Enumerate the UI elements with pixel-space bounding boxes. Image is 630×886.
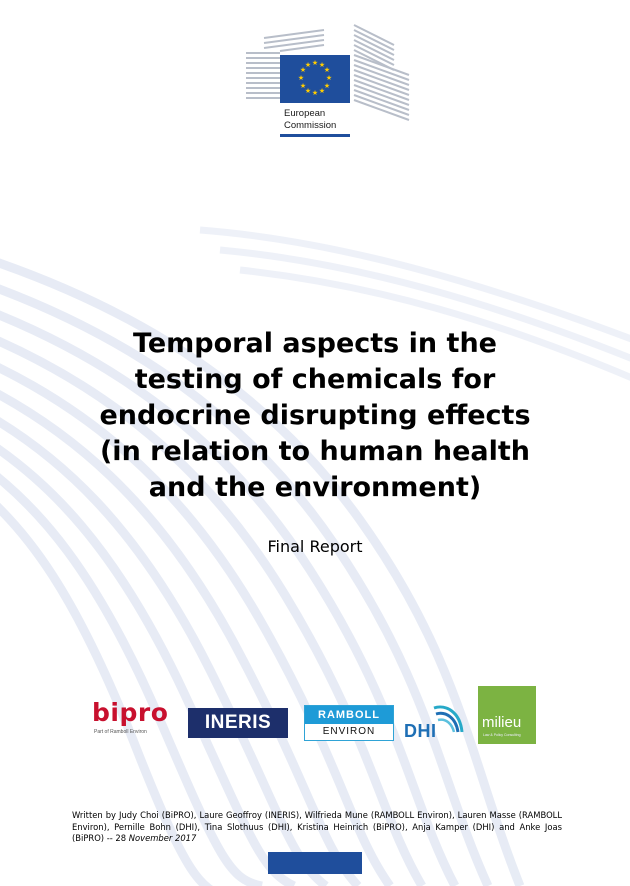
- eu-stars-icon: [280, 55, 350, 103]
- publication-date: November 2017: [128, 833, 197, 843]
- milieu-tagline: Law & Policy Consulting: [483, 733, 521, 737]
- svg-text:★: ★: [311, 59, 319, 67]
- ec-wordmark-line2: Commission: [284, 120, 337, 131]
- ramboll-wordmark: RAMBOLL: [305, 706, 393, 724]
- svg-text:★: ★: [318, 61, 326, 69]
- svg-text:★: ★: [299, 66, 307, 74]
- ineris-logo: INERIS: [188, 708, 288, 738]
- svg-text:★: ★: [311, 89, 319, 97]
- bipro-wordmark: [92, 700, 176, 726]
- svg-text:★: ★: [323, 66, 331, 74]
- svg-text:★: ★: [325, 74, 333, 82]
- ec-wordmark-line1: European: [284, 108, 326, 119]
- footer-color-bar: [268, 852, 362, 874]
- report-title-line: Temporal aspects in the: [133, 328, 497, 359]
- svg-text:★: ★: [297, 74, 305, 82]
- report-title-line: and the environment): [148, 472, 482, 503]
- dhi-logo: [404, 702, 466, 742]
- bipro-tagline: Part of Ramboll Environ: [94, 729, 147, 735]
- svg-text:★: ★: [304, 87, 312, 95]
- authors-text: Written by Judy Choi (BiPRO), Laure Geoffroy (INERIS), Wilfrieda Mune (RAMBOLL Environ), Lauren Masse (RAMBOLL Environ), Pernille Bohn (DHI), Tina Slothuus (DHI), Kristina Heinrich (BiPRO), Anja Kamper (DHI) and Anke Joas (BiPRO) -- 28: [72, 810, 562, 843]
- partner-logos: [0, 686, 630, 748]
- svg-text:★: ★: [304, 61, 312, 69]
- report-title-line: endocrine disrupting effects: [99, 400, 531, 431]
- report-title-line: (in relation to human health: [99, 436, 531, 467]
- bipro-logo: [92, 700, 176, 742]
- svg-text:★: ★: [299, 82, 307, 90]
- eu-flag-icon: [280, 55, 350, 103]
- milieu-logo: [478, 686, 536, 744]
- authors-statement: [72, 810, 562, 845]
- ramboll-environ-logo: [304, 705, 394, 741]
- bipro-letters: ipro: [110, 698, 169, 727]
- bipro-letter-b: b: [92, 698, 111, 727]
- milieu-wordmark: milieu: [482, 714, 522, 731]
- ec-wordmark: [284, 108, 336, 132]
- report-subtitle: Final Report: [267, 537, 363, 556]
- report-title: [60, 326, 570, 506]
- dhi-wordmark: DHI: [404, 721, 437, 741]
- svg-text:★: ★: [318, 87, 326, 95]
- svg-text:★: ★: [323, 82, 331, 90]
- environ-wordmark: ENVIRON: [305, 724, 393, 740]
- european-commission-logo: [244, 20, 414, 140]
- report-title-line: testing of chemicals for: [134, 364, 496, 395]
- ec-underline-bar: [280, 134, 350, 137]
